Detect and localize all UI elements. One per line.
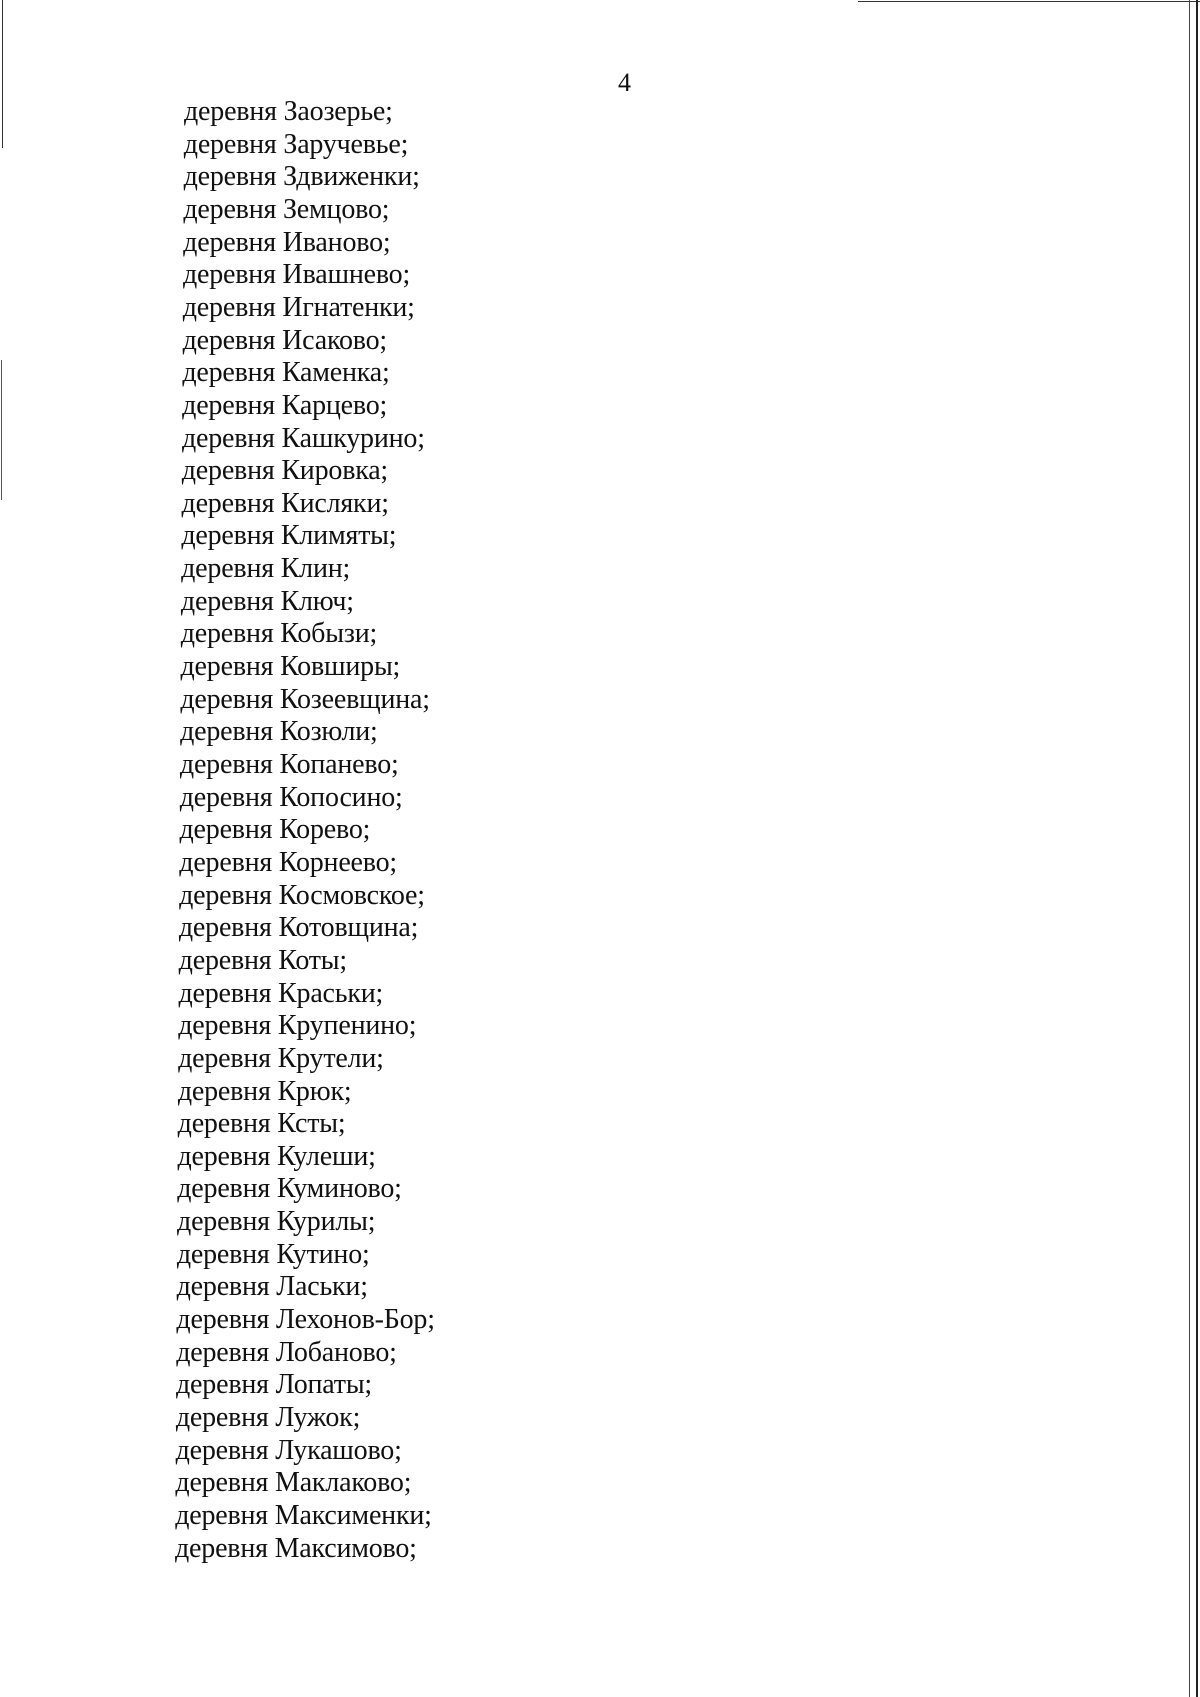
list-item: деревня Козюли; — [180, 716, 378, 748]
list-item: деревня Максимово; — [175, 1532, 417, 1564]
list-item: деревня Исаково; — [182, 324, 387, 356]
list-item: деревня Заозерье; — [184, 96, 393, 127]
list-item: деревня Козеевщина; — [180, 683, 430, 715]
list-item: деревня Кулеши; — [177, 1140, 376, 1172]
list-item: деревня Ковширы; — [180, 651, 401, 683]
list-item: деревня Здвиженки; — [183, 161, 420, 193]
list-item: деревня Крюк; — [177, 1075, 352, 1107]
list-item: деревня Климяты; — [181, 520, 397, 552]
list-item: деревня Копанево; — [179, 749, 399, 780]
list-item: деревня Лужок; — [175, 1402, 361, 1433]
list-item: деревня Крупенино; — [178, 1010, 417, 1042]
list-item: деревня Кутино; — [176, 1238, 370, 1270]
list-item: деревня Корево; — [179, 814, 371, 846]
scan-edge-right — [1196, 0, 1198, 1697]
list-item: деревня Лопаты; — [176, 1369, 373, 1401]
scan-edge-right-inner — [1189, 0, 1190, 1697]
list-item: деревня Куминово; — [177, 1173, 402, 1205]
list-item: деревня Копосино; — [179, 781, 403, 813]
list-item: деревня Курилы; — [177, 1206, 376, 1238]
list-item: деревня Крутели; — [178, 1042, 384, 1074]
list-item: деревня Ключ; — [180, 585, 354, 617]
list-item: деревня Лукашово; — [175, 1434, 402, 1466]
list-item: деревня Карцево; — [182, 389, 388, 421]
list-item: деревня Краськи; — [178, 977, 384, 1009]
list-item: деревня Клин; — [181, 553, 351, 585]
list-item: деревня Лехонов-Бор; — [176, 1304, 435, 1336]
scan-edge-left-lower — [1, 360, 2, 500]
list-item: деревня Кировка; — [181, 455, 389, 487]
list-item: деревня Лобаново; — [176, 1336, 397, 1368]
list-item: деревня Маклаково; — [175, 1467, 412, 1499]
list-item: деревня Корнеево; — [179, 846, 397, 878]
list-item: деревня Заручевье; — [183, 128, 409, 160]
page-number: 4 — [618, 68, 631, 97]
list-item: деревня Космовское; — [179, 879, 425, 911]
list-item: деревня Кисляки; — [181, 487, 389, 519]
list-item: деревня Кашкурино; — [181, 422, 425, 454]
list-item: деревня Иваново; — [183, 226, 391, 258]
list-item: деревня Ласьки; — [176, 1271, 368, 1303]
list-item: деревня Ивашнево; — [182, 259, 411, 291]
list-item: деревня Коты; — [178, 944, 347, 976]
list-item: деревня Каменка; — [182, 357, 390, 389]
list-item: деревня Кобызи; — [180, 618, 378, 650]
scan-edge-left — [2, 0, 3, 148]
list-item: деревня Земцово; — [183, 193, 390, 225]
list-item: деревня Игнатенки; — [182, 291, 415, 323]
list-item: деревня Максименки; — [175, 1499, 432, 1531]
scan-edge-top — [858, 1, 1200, 2]
list-item: деревня Котовщина; — [178, 912, 419, 944]
list-item: деревня Ксты; — [177, 1108, 346, 1140]
